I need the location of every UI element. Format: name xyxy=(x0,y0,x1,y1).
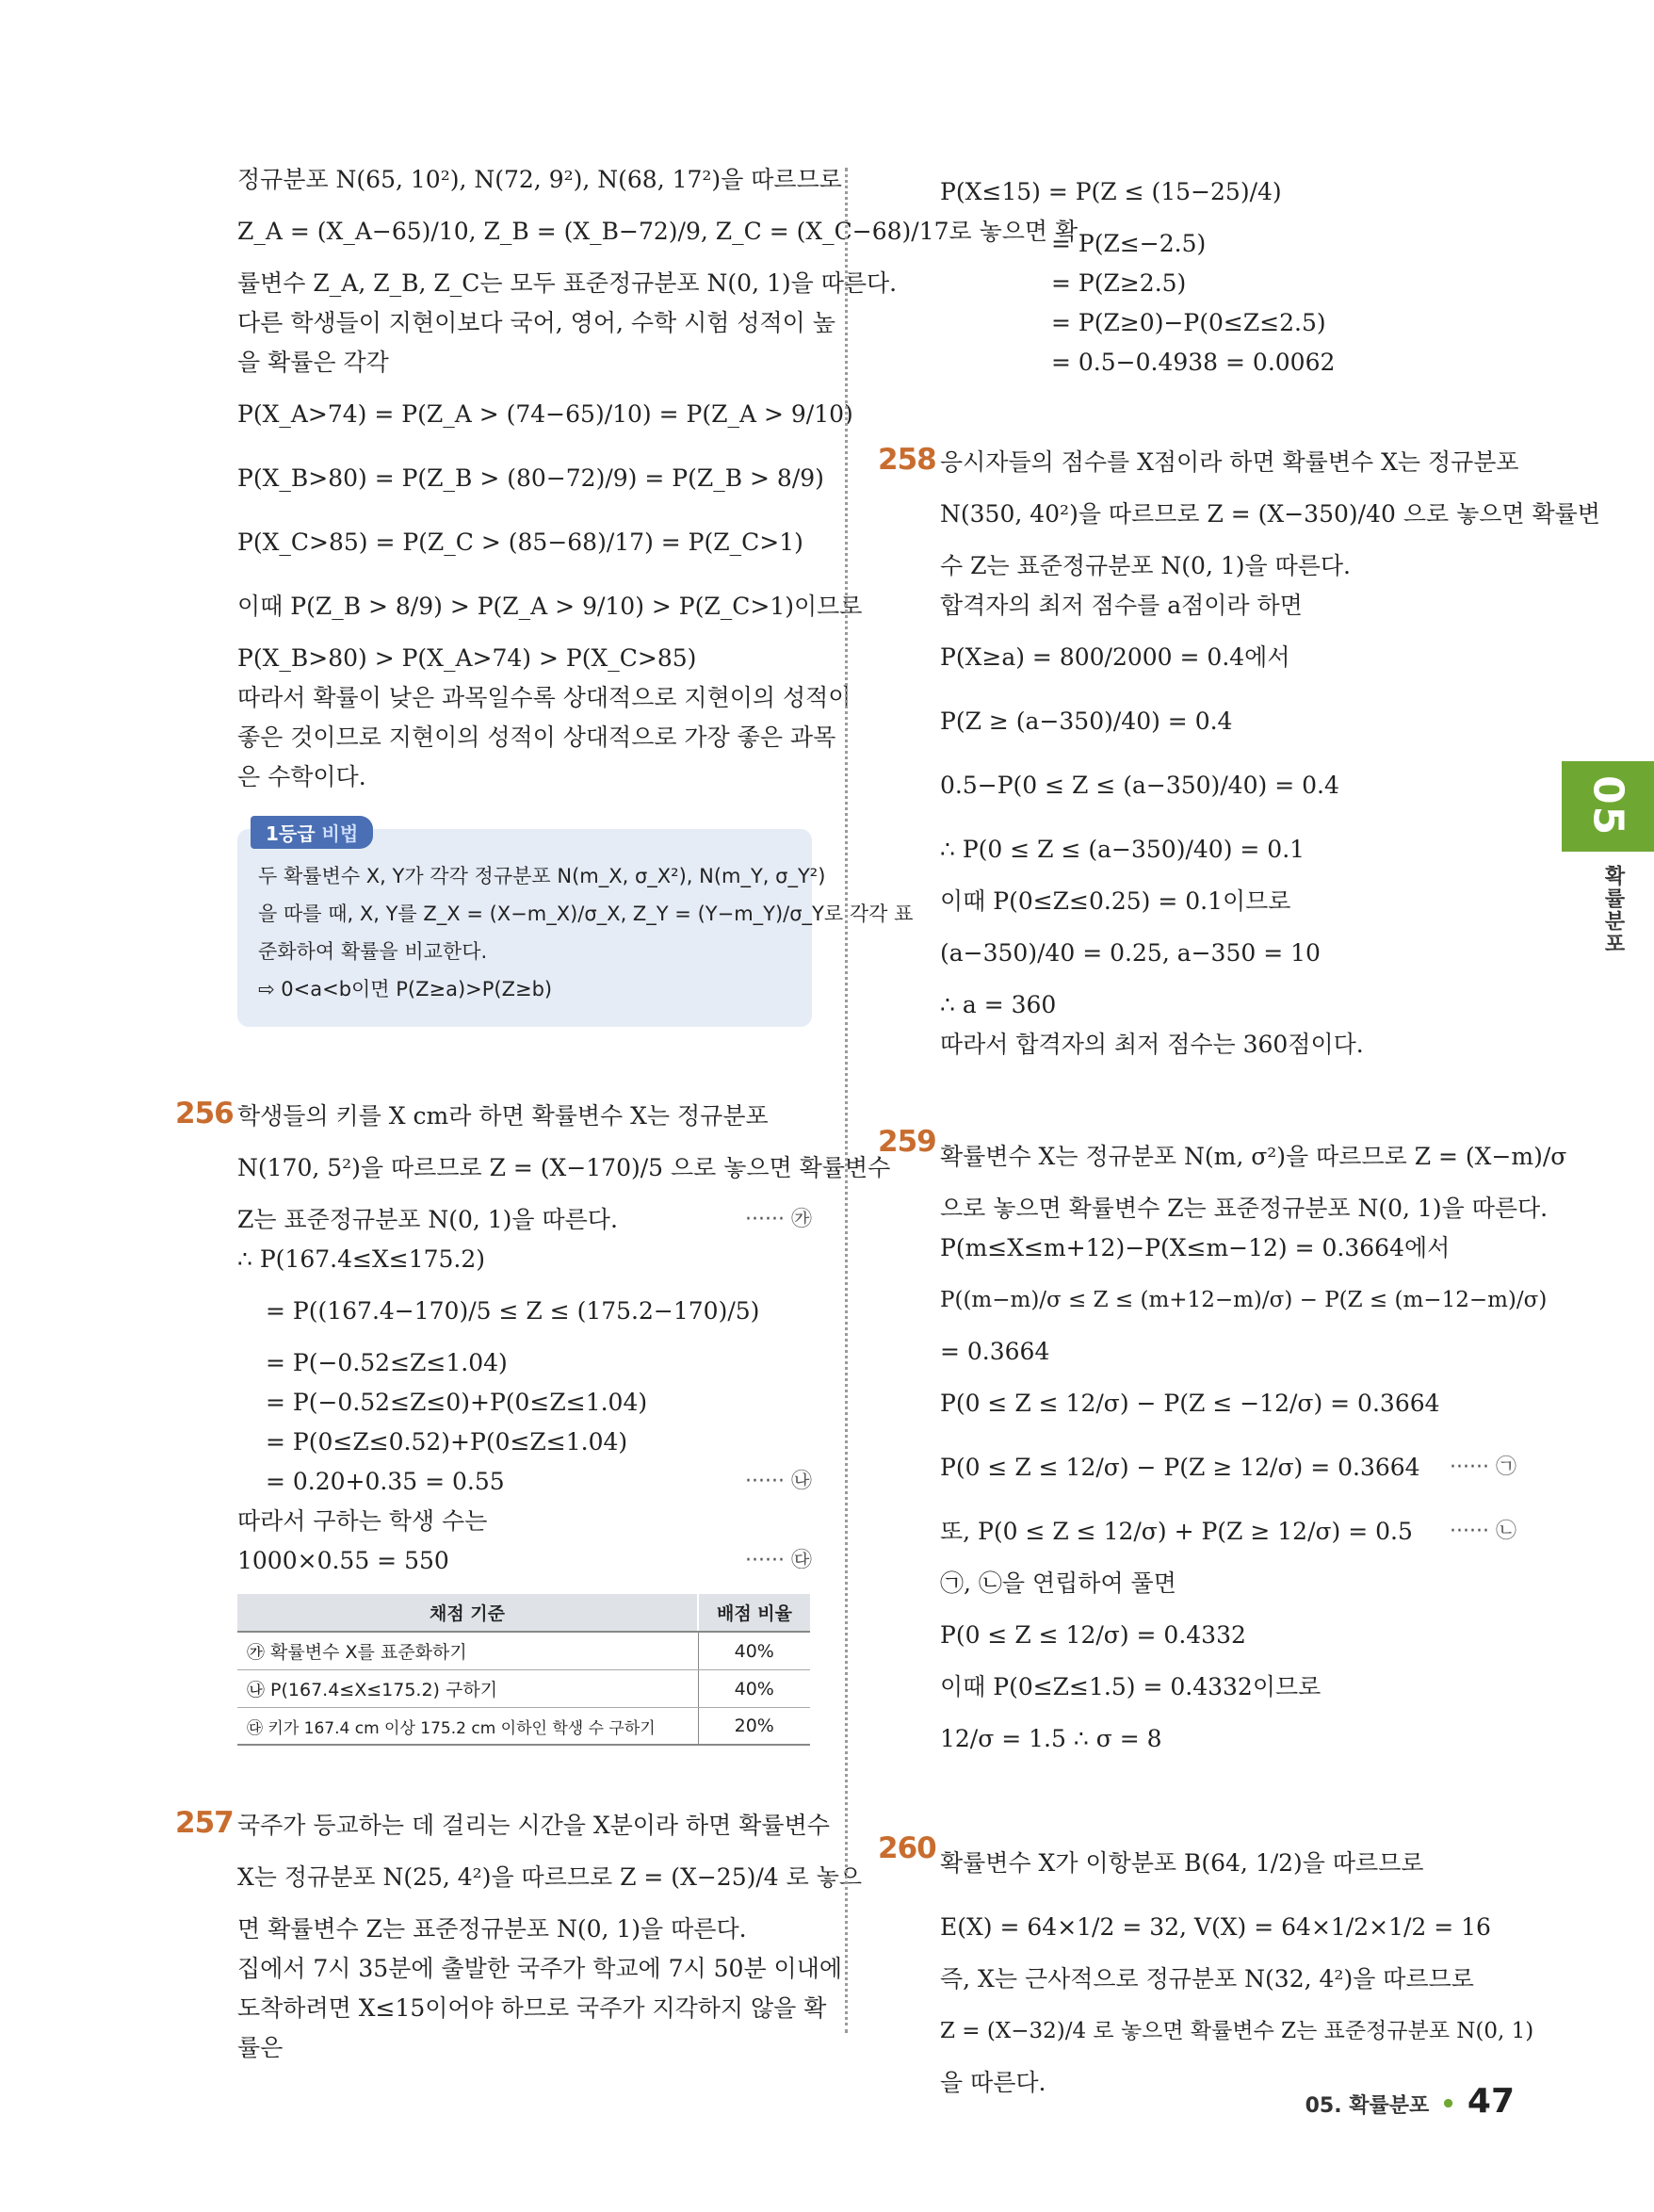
text-line: 면 확률변수 Z는 표준정규분포 N(0, 1)을 따른다. xyxy=(237,1915,747,1943)
equation-line: 이때 P(0≤Z≤1.5) = 0.4332이므로 xyxy=(940,1673,1322,1700)
text-span: P(0 ≤ Z ≤ 12/σ) − P(Z ≥ 12/σ) = 0.3664 xyxy=(940,1454,1420,1481)
text-line: 은 수학이다. xyxy=(237,763,366,790)
step-marker: ······ ㉮ xyxy=(745,1208,812,1231)
table-cell: ㉮ 확률변수 X를 표준화하기 xyxy=(237,1632,698,1670)
equation-line: = 0.5−0.4938 = 0.0062 xyxy=(1051,349,1336,376)
right-column xyxy=(878,160,1600,2103)
equation-line: = P(Z≤−2.5) xyxy=(1051,230,1207,257)
text-line: 합격자의 최저 점수를 a점이라 하면 xyxy=(940,592,1303,619)
text-line: Z_A = (X_A−65)/10, Z_B = (X_B−72)/9, Z_C = (X_C−68)/17로 놓으면 확 xyxy=(237,218,1078,245)
step-marker: ······ ㉯ xyxy=(745,1470,812,1493)
table-cell: ㉰ 키가 167.4 cm 이상 175.2 cm 이하인 학생 수 구하기 xyxy=(237,1708,698,1746)
equation-line: P(X≤15) = P(Z ≤ (15−25)/4) xyxy=(940,178,1282,205)
equation-line xyxy=(237,1541,812,1581)
table-header: 배점 비율 xyxy=(698,1594,810,1632)
equation-line: E(X) = 64×1/2 = 32, V(X) = 64×1/2×1/2 = 16 xyxy=(940,1913,1491,1941)
chapter-side-title: 확률분포 xyxy=(1601,865,1625,955)
text-span: 또, P(0 ≤ Z ≤ 12/σ) + P(Z ≥ 12/σ) = 0.5 xyxy=(940,1518,1413,1545)
text-line: 따라서 구하는 학생 수는 xyxy=(237,1507,488,1535)
text-line: 응시자들의 점수를 X점이라 하면 확률변수 X는 정규분포 xyxy=(940,448,1519,476)
equation-line: 0.5−P(0 ≤ Z ≤ (a−350)/40) = 0.4 xyxy=(940,772,1339,799)
equation-line: P(X≥a) = 800/2000 = 0.4에서 xyxy=(940,643,1290,671)
equation-line: P(X_A>74) = P(Z_A > (74−65)/10) = P(Z_A > 9/10) xyxy=(237,400,853,428)
text-line: 다른 학생들이 지현이보다 국어, 영어, 수학 시험 성적이 높 xyxy=(237,309,835,336)
tip-line: 준화하여 확률을 비교한다. xyxy=(258,940,488,963)
equation-line: ∴ P(167.4≤X≤175.2) xyxy=(237,1245,486,1273)
table-header: 채점 기준 xyxy=(237,1594,698,1632)
problem-number: 260 xyxy=(878,1831,936,1865)
text-line: 확률변수 X는 정규분포 N(m, σ²)을 따르므로 Z = (X−m)/σ xyxy=(940,1143,1567,1170)
solution-258 xyxy=(878,443,1600,1065)
text-line: Z = (X−32)/4 로 놓으면 확률변수 Z는 표준정규분포 N(0, 1) xyxy=(940,2019,1534,2043)
step-marker: ······ ㉠ xyxy=(1450,1456,1516,1479)
text-line: 정규분포 N(65, 10²), N(72, 9²), N(68, 17²)을 따르므로 xyxy=(237,166,842,193)
grading-table xyxy=(237,1594,810,1746)
text-line: 국주가 등교하는 데 걸리는 시간을 X분이라 하면 확률변수 xyxy=(237,1812,830,1839)
solution-259 xyxy=(878,1125,1567,1771)
equation-line: 이때 P(Z_B > 8/9) > P(Z_A > 9/10) > P(Z_C>1)이므로 xyxy=(237,593,863,620)
page-footer xyxy=(1305,2082,1515,2121)
table-header-row xyxy=(237,1594,810,1632)
step-marker: ······ ㉰ xyxy=(745,1549,812,1572)
equation-line: P(0 ≤ Z ≤ 12/σ) − P(Z ≤ −12/σ) = 0.3664 xyxy=(940,1390,1440,1417)
equation-line: P(0 ≤ Z ≤ 12/σ) = 0.4332 xyxy=(940,1621,1246,1649)
text-line: N(170, 5²)을 따르므로 Z = (X−170)/5 으로 놓으면 확률변수 xyxy=(237,1154,891,1181)
text-line: 으로 놓으면 확률변수 Z는 표준정규분포 N(0, 1)을 따른다. xyxy=(940,1195,1549,1222)
table-cell: ㉯ P(167.4≤X≤175.2) 구하기 xyxy=(237,1670,698,1708)
tip-line: ⇨ 0<a<b이면 P(Z≥a)>P(Z≥b) xyxy=(258,978,553,1000)
tip-label-secret: 비법 xyxy=(321,822,359,845)
problem-number: 256 xyxy=(175,1097,234,1130)
text-line: 즉, X는 근사적으로 정규분포 N(32, 4²)을 따르므로 xyxy=(940,1965,1474,1992)
text-span: Z는 표준정규분포 N(0, 1)을 따른다. xyxy=(237,1206,618,1233)
text-line: 수 Z는 표준정규분포 N(0, 1)을 따른다. xyxy=(940,552,1351,579)
table-cell: 40% xyxy=(698,1632,810,1670)
table-row xyxy=(237,1708,810,1746)
text-line: 좋은 것이므로 지현이의 성적이 상대적으로 가장 좋은 과목 xyxy=(237,724,836,751)
page-number: 47 xyxy=(1467,2082,1515,2121)
tip-label-grade: 1등급 xyxy=(266,822,316,845)
problem-number: 258 xyxy=(878,443,936,477)
step-marker: ······ ㉡ xyxy=(1450,1520,1516,1543)
text-line: 학생들의 키를 X cm라 하면 확률변수 X는 정규분포 xyxy=(237,1102,769,1130)
tip-label xyxy=(251,816,373,849)
equation-line: = P(0≤Z≤0.52)+P(0≤Z≤1.04) xyxy=(266,1428,628,1456)
text-span: 1000×0.55 = 550 xyxy=(237,1547,449,1574)
equation-line: = P(−0.52≤Z≤1.04) xyxy=(266,1349,508,1376)
column-divider xyxy=(845,168,848,2033)
tip-line: 을 따를 때, X, Y를 Z_X = (X−m_X)/σ_X, Z_Y = (Y−m_Y)/σ_Y로 각각 표 xyxy=(258,903,914,925)
text-span: = 0.20+0.35 = 0.55 xyxy=(266,1468,505,1495)
problem-number: 257 xyxy=(175,1806,234,1840)
equation-line: = P(Z≥2.5) xyxy=(1051,269,1187,297)
tip-box xyxy=(237,822,914,1027)
equation-line: 이때 P(0≤Z≤0.25) = 0.1이므로 xyxy=(940,887,1291,915)
problem-number: 259 xyxy=(878,1125,936,1159)
equation-line: ∴ P(0 ≤ Z ≤ (a−350)/40) = 0.1 xyxy=(940,836,1305,863)
solution-260 xyxy=(878,1831,1534,2103)
chapter-tab: 05 xyxy=(1562,761,1654,852)
table-cell: 20% xyxy=(698,1708,810,1746)
text-line: 따라서 확률이 낮은 과목일수록 상대적으로 지현이의 성적이 xyxy=(237,684,851,711)
text-line: 확률변수 X가 이항분포 B(64, 1/2)을 따르므로 xyxy=(940,1849,1424,1877)
text-line: 집에서 7시 35분에 출발한 국주가 학교에 7시 50분 이내에 xyxy=(237,1955,843,1982)
solution-256 xyxy=(175,1097,891,1746)
equation-line xyxy=(940,1500,1516,1564)
equation-line: P((m−m)/σ ≤ Z ≤ (m+12−m)/σ) − P(Z ≤ (m−12−m)/σ) xyxy=(940,1288,1548,1312)
text-line xyxy=(237,1200,812,1240)
equation-line: = P(Z≥0)−P(0≤Z≤2.5) xyxy=(1051,309,1326,336)
table-row xyxy=(237,1670,810,1708)
text-line: 도착하려면 X≤15이어야 하므로 국주가 지각하지 않을 확 xyxy=(237,1994,827,2022)
text-line: 을 확률은 각각 xyxy=(237,349,389,376)
equation-line: P(X_C>85) = P(Z_C > (85−68)/17) = P(Z_C>1) xyxy=(237,529,803,556)
text-line: 따라서 합격자의 최저 점수는 360점이다. xyxy=(940,1031,1364,1058)
table-row xyxy=(237,1632,810,1670)
equation-line: (a−350)/40 = 0.25, a−350 = 10 xyxy=(940,939,1321,967)
footer-chapter: 05. 확률분포 xyxy=(1305,2094,1430,2118)
text-line: 률은 xyxy=(237,2034,284,2061)
text-line: 을 따른다. xyxy=(940,2069,1046,2096)
equation-line: P(m≤X≤m+12)−P(X≤m−12) = 0.3664에서 xyxy=(940,1234,1451,1261)
equation-line: P(X_B>80) > P(X_A>74) > P(X_C>85) xyxy=(237,644,697,672)
equation-line: = P(−0.52≤Z≤0)+P(0≤Z≤1.04) xyxy=(266,1389,648,1416)
equation-line xyxy=(237,1462,812,1502)
text-line: N(350, 40²)을 따르므로 Z = (X−350)/40 으로 놓으면 확률변 xyxy=(940,500,1600,528)
footer-dot-icon: • xyxy=(1440,2090,1456,2119)
solution-257 xyxy=(175,1806,863,2068)
equation-line: P(Z ≥ (a−350)/40) = 0.4 xyxy=(940,708,1233,735)
equation-line: P(X_B>80) = P(Z_B > (80−72)/9) = P(Z_B > 8/9) xyxy=(237,464,824,492)
equation-line: = P((167.4−170)/5 ≤ Z ≤ (175.2−170)/5) xyxy=(266,1297,760,1325)
text-line: ㉠, ㉡을 연립하여 풀면 xyxy=(940,1570,1176,1597)
text-line: X는 정규분포 N(25, 4²)을 따르므로 Z = (X−25)/4 로 놓으 xyxy=(237,1863,863,1891)
solution-257-continued xyxy=(940,160,1516,382)
text-line: 률변수 Z_A, Z_B, Z_C는 모두 표준정규분포 N(0, 1)을 따른다. xyxy=(237,269,898,297)
tip-line: 두 확률변수 X, Y가 각각 정규분포 N(m_X, σ_X²), N(m_Y, σ_Y²) xyxy=(258,865,826,887)
equation-line: 12/σ = 1.5 ∴ σ = 8 xyxy=(940,1725,1162,1752)
equation-line xyxy=(940,1436,1516,1500)
equation-line: = 0.3664 xyxy=(940,1338,1050,1365)
table-cell: 40% xyxy=(698,1670,810,1708)
equation-line: ∴ a = 360 xyxy=(940,991,1057,1018)
